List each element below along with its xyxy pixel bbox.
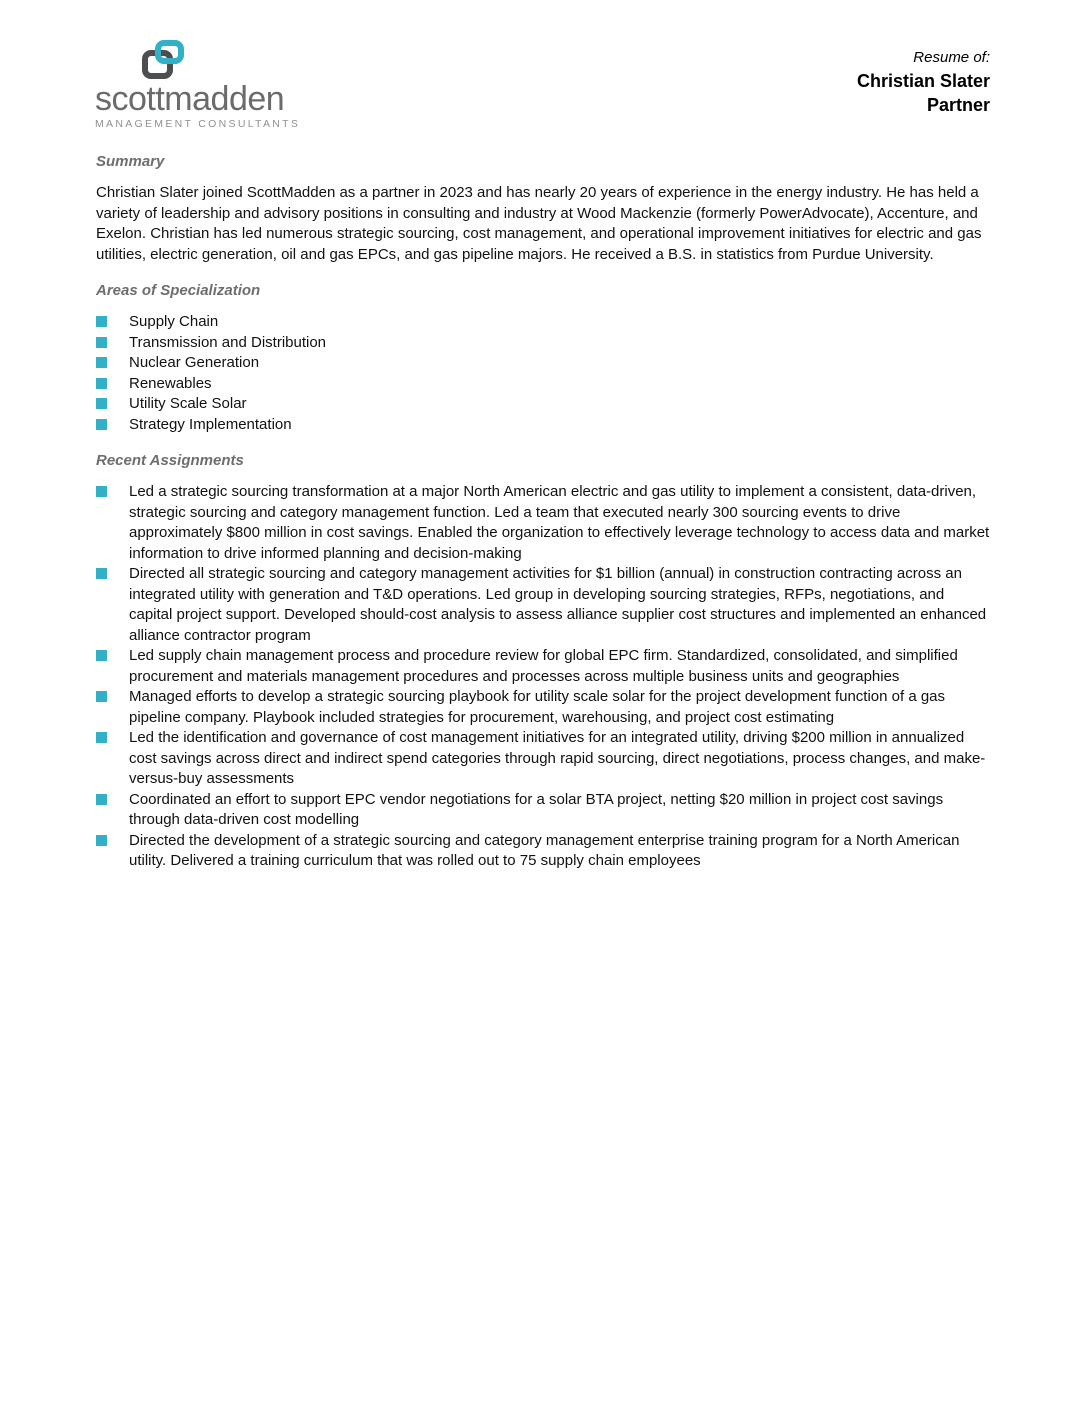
bullet-square-icon	[96, 486, 107, 497]
list-item-text: Directed all strategic sourcing and category management activities for $1 billion (annual) in construction contracting across an integrated utility with generation and T&D operations. Led group in developing sourcing strategies, RFPs, negotiations, and capital project support. Developed should-cost analysis to assess alliance supplier cost structures and implemented an enhanced alliance contractor program	[129, 565, 987, 644]
bullet-square-icon	[96, 691, 107, 702]
bullet-square-icon	[96, 337, 107, 348]
list-item-text: Coordinated an effort to support EPC vendor negotiations for a solar BTA project, netting $20 million in project cost savings through data-driven cost modelling	[129, 790, 944, 828]
specialization-section	[96, 282, 990, 435]
list-item-text: Directed the development of a strategic sourcing and category management enterprise training program for a North American utility. Delivered a training curriculum that was rolled out to 75 supply chain employees	[129, 831, 960, 869]
summary-section	[96, 153, 990, 265]
list-item	[96, 415, 990, 436]
assignments-list	[96, 482, 990, 872]
page-header	[0, 0, 1088, 130]
list-item	[96, 312, 990, 333]
summary-paragraph: Christian Slater joined ScottMadden as a partner in 2023 and has nearly 20 years of experience in the energy industry. He has held a variety of leadership and advisory positions in consulting and industry at Wood Mackenzie (formerly PowerAdvocate), Accenture, and Exelon. Christian has led numerous strategic sourcing, cost management, and operational improvement initiatives for electric and gas utilities, electric generation, oil and gas EPCs, and gas pipeline majors. He received a B.S. in statistics from Purdue University.	[96, 184, 982, 263]
list-item-text: Renewables	[129, 374, 212, 392]
list-item-text: Transmission and Distribution	[129, 333, 327, 351]
logo-tagline: MANAGEMENT CONSULTANTS	[95, 118, 301, 130]
list-item-text: Led a strategic sourcing transformation at a major North American electric and gas utility to implement a consistent, data-driven, strategic sourcing and category management function. Led a team that executed nearly 300 sourcing events to drive approximately $800 million in cost savings. Enabled the organization to effectively leverage technology to access data and market information to drive informed planning and decision-making	[129, 483, 990, 562]
list-item	[96, 564, 990, 646]
resume-title-block	[857, 46, 990, 117]
list-item	[96, 353, 990, 374]
bullet-square-icon	[96, 378, 107, 389]
summary-heading: Summary	[96, 153, 165, 170]
logo-wordmark: scottmadden	[95, 80, 285, 118]
list-item-text: Led the identification and governance of cost management initiatives for an integrated utility, driving $200 million in annualized cost savings across direct and indirect spend categories through rapid sourcing, direct negotiations, process changes, and make-versus-buy assessments	[129, 729, 986, 787]
list-item	[96, 687, 990, 728]
list-item	[96, 728, 990, 790]
list-item-text: Strategy Implementation	[129, 415, 292, 433]
list-item-text: Supply Chain	[129, 313, 219, 330]
list-item	[96, 333, 990, 354]
list-item	[96, 646, 990, 687]
list-item-text: Nuclear Generation	[129, 354, 260, 371]
person-name: Christian Slater	[856, 71, 990, 91]
bullet-square-icon	[96, 357, 107, 368]
list-item-text: Led supply chain management process and procedure review for global EPC firm. Standardized, consolidated, and simplified procurement and materials management procedures and processes across multiple business units and geographies	[129, 647, 958, 685]
bullet-square-icon	[96, 568, 107, 579]
specialization-list	[96, 312, 990, 435]
resume-of-label: Resume of:	[913, 49, 990, 66]
interlocking-squares-icon	[142, 40, 184, 79]
list-item	[96, 374, 990, 395]
bullet-square-icon	[96, 398, 107, 409]
assignments-heading: Recent Assignments	[96, 452, 244, 469]
bullet-square-icon	[96, 419, 107, 430]
list-item	[96, 831, 990, 872]
list-item	[96, 394, 990, 415]
person-role: Partner	[926, 95, 990, 115]
bullet-square-icon	[96, 794, 107, 805]
logo-teal-square-icon	[155, 40, 184, 64]
resume-content	[0, 130, 1088, 872]
bullet-square-icon	[96, 835, 107, 846]
bullet-square-icon	[96, 732, 107, 743]
bullet-square-icon	[96, 316, 107, 327]
specialization-heading: Areas of Specialization	[96, 282, 261, 299]
list-item	[96, 482, 990, 564]
scottmadden-logo	[95, 40, 302, 130]
list-item-text: Managed efforts to develop a strategic sourcing playbook for utility scale solar for the project development function of a gas pipeline company. Playbook included strategies for procurement, warehousing, and project cost estimating	[129, 688, 946, 726]
assignments-section	[96, 452, 990, 872]
bullet-square-icon	[96, 650, 107, 661]
list-item-text: Utility Scale Solar	[129, 395, 247, 412]
list-item	[96, 790, 990, 831]
